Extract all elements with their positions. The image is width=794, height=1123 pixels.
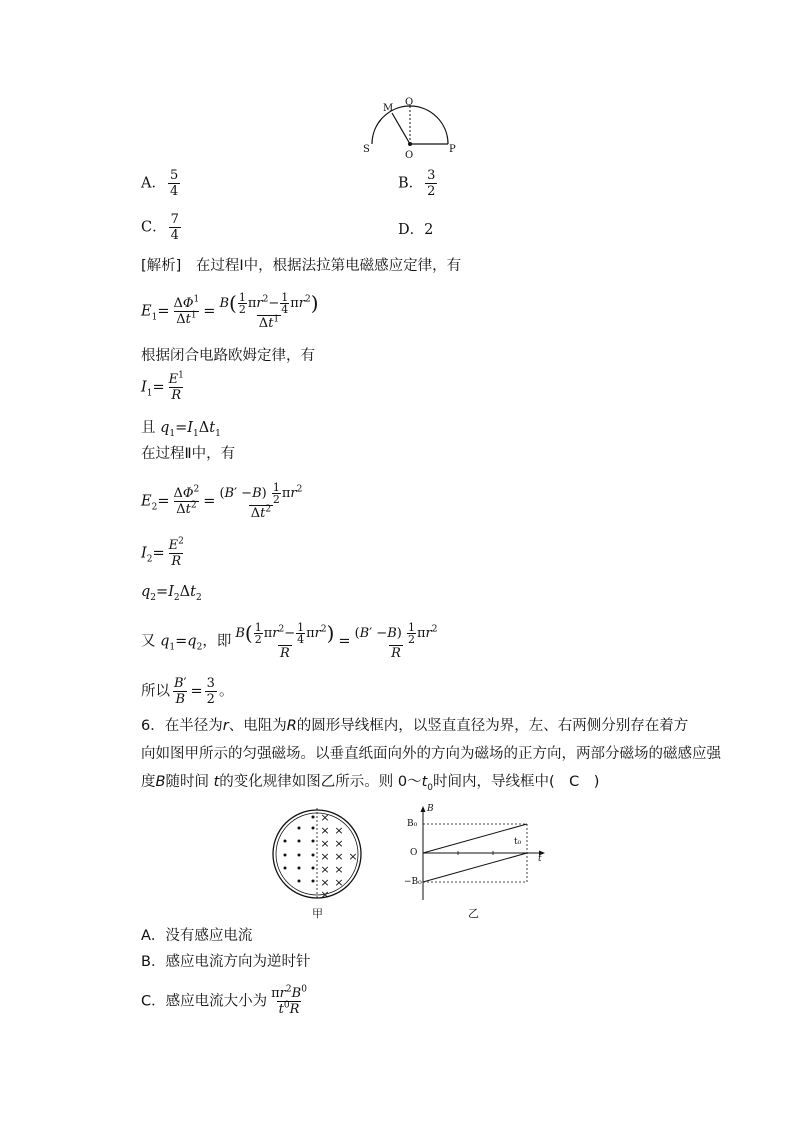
equation-q1: 且 $q_1=I_1\Delta t_1$	[141, 420, 221, 439]
svg-text:×: ×	[320, 811, 330, 824]
svg-text:×: ×	[320, 863, 330, 876]
equation-ratio: 所以 $\frac{B'}{B}$ = $\frac{3}{2}$ 。	[141, 676, 234, 707]
option-d: D．2	[398, 222, 434, 238]
equation-q2: $q_2=I_2\Delta t_2$	[141, 584, 202, 603]
solution-line2: 根据闭合电路欧姆定律，有	[141, 348, 315, 364]
label-jia: 甲	[312, 907, 323, 920]
svg-text:×: ×	[334, 863, 344, 876]
figure-jia	[270, 806, 366, 904]
label-O: O	[405, 150, 414, 161]
svg-text:×: ×	[320, 888, 330, 901]
svg-text:×: ×	[334, 850, 344, 863]
solution-line1: [解析] 在过程Ⅰ中，根据法拉第电磁感应定律，有	[141, 258, 462, 274]
svg-text:×: ×	[334, 837, 344, 850]
tick-label-t0: t₀	[514, 837, 522, 847]
equation-e2: $E_2=$ $\frac{\Delta\Phi^2}{\Delta t^2}$ = (B′ −B) $\frac{1}{2}$ $\pi r^2$ $\Delta t^2$	[141, 481, 303, 521]
equation-e1: $E_1=$ $\frac{\Delta\Phi^1}{\Delta t^1}$ = B( $\frac{1}{2}$ $\pi r^2-$ $\frac{1}{4}$ $\pi r^2$) $\Delta t^1$	[141, 291, 319, 331]
svg-text:×: ×	[320, 850, 330, 863]
tick-label-B0: B₀	[407, 819, 418, 829]
tick-label-O: O	[410, 848, 418, 858]
solution-line4: 在过程Ⅱ中，有	[141, 446, 236, 462]
svg-text:×: ×	[334, 824, 344, 837]
question6-line2: 向如图甲所示的匀强磁场。以垂直纸面向外的方向为磁场的正方向，两部分磁场的磁感应强	[141, 746, 721, 762]
option-b: B． $\frac{3}{2}$	[398, 168, 436, 199]
equation-i1: $I_1=$ $\frac{E^1}{R}$	[141, 370, 184, 403]
option-a: A． $\frac{5}{4}$	[141, 168, 179, 199]
svg-text:×: ×	[320, 837, 330, 850]
q6-option-b: B．感应电流方向为逆时针	[141, 954, 311, 970]
equation-q1-equals-q2: 又 $q_1=q_2$，即 B( $\frac{1}{2}$ $\pi r^2-$ $\frac{1}{4}$ $\pi r^2$) R = (B′ −B) $\frac{1}{2}$ $\pi r^2$ R	[141, 621, 438, 661]
label-yi: 乙	[468, 907, 479, 920]
svg-text:×: ×	[334, 876, 344, 889]
q6-option-c: C．感应电流大小为 $\frac{\pi r^2B^0}{t^0R}$	[141, 984, 307, 1017]
label-Q: Q	[405, 97, 414, 108]
svg-text:×: ×	[320, 824, 330, 837]
equation-i2: $I_2=$ $\frac{E^2}{R}$	[141, 536, 184, 569]
axis-label-B: B	[427, 804, 434, 814]
question6-line3: 度B随时间 t的变化规律如图乙所示。则 $0\sim t_0$时间内，导线框中( C )	[141, 774, 600, 793]
axis-label-t: t	[538, 854, 542, 864]
option-c: C． $\frac{7}{4}$	[141, 212, 179, 243]
label-M: M	[383, 103, 394, 114]
question6-line1: 6．在半径为r、电阻为R的圆形导线框内，以竖直直径为界，左、右两侧分别存在着方	[141, 718, 689, 734]
svg-text:×: ×	[348, 850, 358, 863]
label-S: S	[363, 144, 370, 155]
svg-text:×: ×	[320, 876, 330, 889]
label-P: P	[449, 144, 456, 155]
tick-label-negB0: −B₀	[404, 877, 422, 887]
q6-option-a: A．没有感应电流	[141, 928, 253, 944]
